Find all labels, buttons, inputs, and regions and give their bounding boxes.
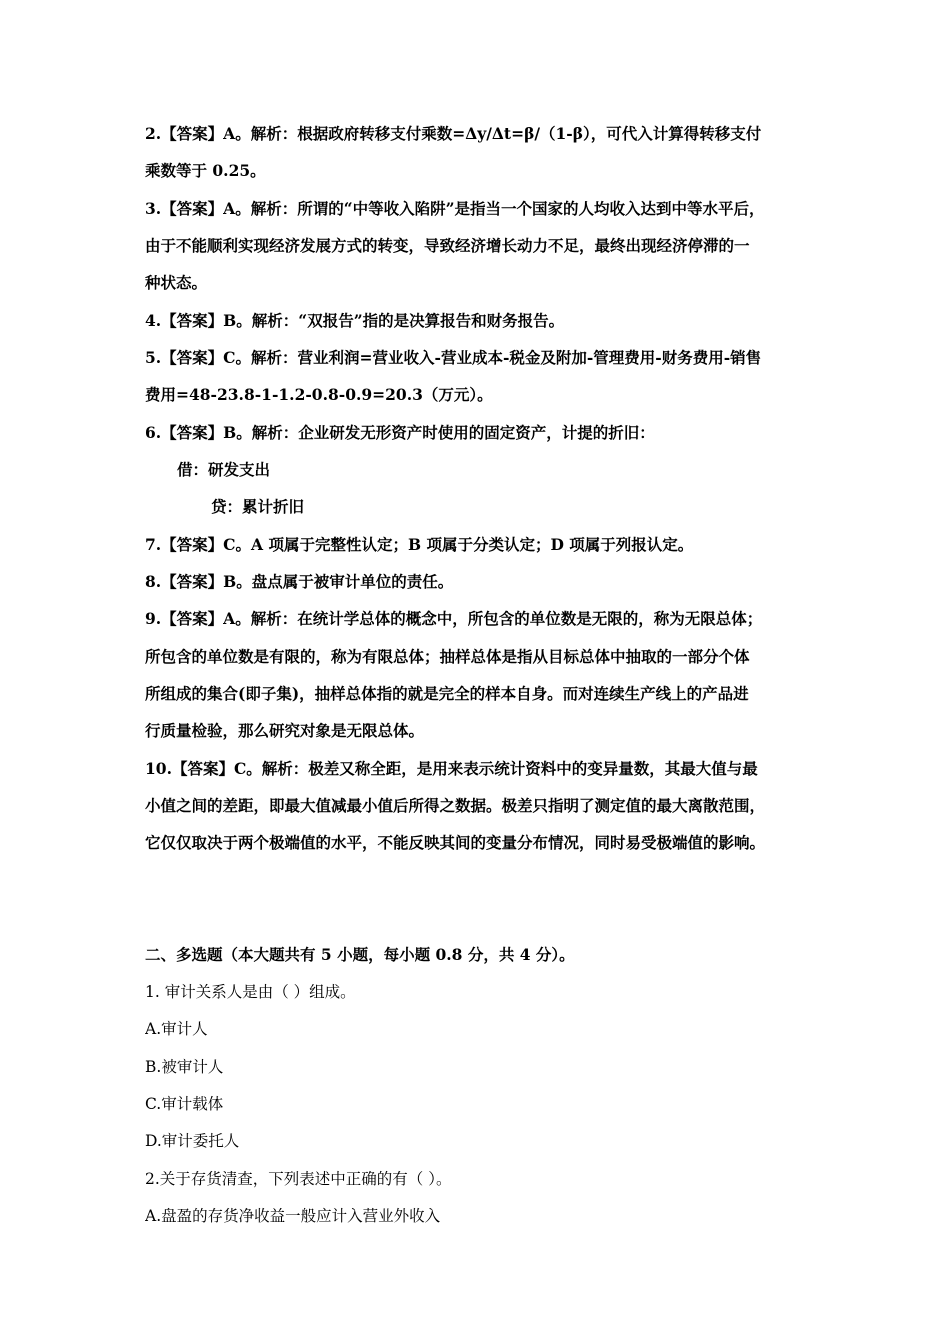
answer-9-line-2: 所包含的单位数是有限的，称为有限总体；抽样总体是指从目标总体中抽取的一部分个体 — [145, 647, 750, 666]
answer-6-debit-entry: 借：研发支出 — [177, 460, 271, 479]
answer-10-line-3: 它仅仅取决于两个极端值的水平，不能反映其间的变量分布情况，同时易受极端值的影响。 — [145, 833, 766, 852]
answer-10-line-1: 10.【答案】C。解析：极差又称全距，是用来表示统计资料中的变异量数，其最大值与最 — [145, 759, 758, 778]
answer-5-line-2: 费用=48-23.8-1-1.2-0.8-0.9=20.3（万元）。 — [145, 385, 493, 404]
answer-6-credit-entry: 贷：累计折旧 — [211, 497, 305, 516]
section-2-heading: 二、多选题（本大题共有 5 小题，每小题 0.8 分，共 4 分）。 — [145, 945, 575, 964]
mc-question-1-option-b: B.被审计人 — [145, 1058, 224, 1076]
mc-question-1-option-c: C.审计载体 — [145, 1095, 224, 1113]
answer-3-line-1: 3.【答案】A。解析：所谓的“中等收入陷阱”是指当一个国家的人均收入达到中等水平后， — [145, 199, 765, 218]
mc-question-1-option-d: D.审计委托人 — [145, 1132, 240, 1150]
answer-7-line-1: 7.【答案】C。A 项属于完整性认定；B 项属于分类认定；D 项属于列报认定。 — [145, 535, 694, 554]
answer-8-line-1: 8.【答案】B。盘点属于被审计单位的责任。 — [145, 572, 454, 591]
mc-question-1-stem: 1. 审计关系人是由（ ）组成。 — [145, 983, 356, 1001]
answer-5-line-1: 5.【答案】C。解析：营业利润=营业收入-营业成本-税金及附加-管理费用-财务费用-销售 — [145, 348, 762, 367]
mc-question-2-option-a: A.盘盈的存货净收益一般应计入营业外收入 — [145, 1207, 441, 1225]
answer-10-line-2: 小值之间的差距，即最大值减最小值后所得之数据。极差只指明了测定值的最大离散范围， — [145, 796, 766, 815]
answer-3-line-3: 种状态。 — [145, 273, 208, 292]
answer-4-line-1: 4.【答案】B。解析：“双报告”指的是决算报告和财务报告。 — [145, 311, 565, 330]
answer-3-line-2: 由于不能顺利实现经济发展方式的转变，导致经济增长动力不足，最终出现经济停滞的一 — [145, 236, 750, 255]
mc-question-2-stem: 2.关于存货清查，下列表述中正确的有（ ）。 — [145, 1170, 452, 1188]
answer-6-line-1: 6.【答案】B。解析：企业研发无形资产时使用的固定资产，计提的折旧： — [145, 423, 655, 442]
answer-2-line-1: 2.【答案】A。解析：根据政府转移支付乘数=Δy/Δt=β/（1-β），可代入计算得转移支付 — [145, 124, 762, 143]
answer-2-line-2: 乘数等于 0.25。 — [145, 161, 266, 180]
answer-9-line-3: 所组成的集合(即子集)，抽样总体指的就是完全的样本自身。而对连续生产线上的产品进 — [145, 684, 749, 703]
answer-9-line-4: 行质量检验，那么研究对象是无限总体。 — [145, 721, 425, 740]
mc-question-1-option-a: A.审计人 — [145, 1020, 208, 1038]
answer-9-line-1: 9.【答案】A。解析：在统计学总体的概念中，所包含的单位数是无限的，称为无限总体； — [145, 609, 763, 628]
